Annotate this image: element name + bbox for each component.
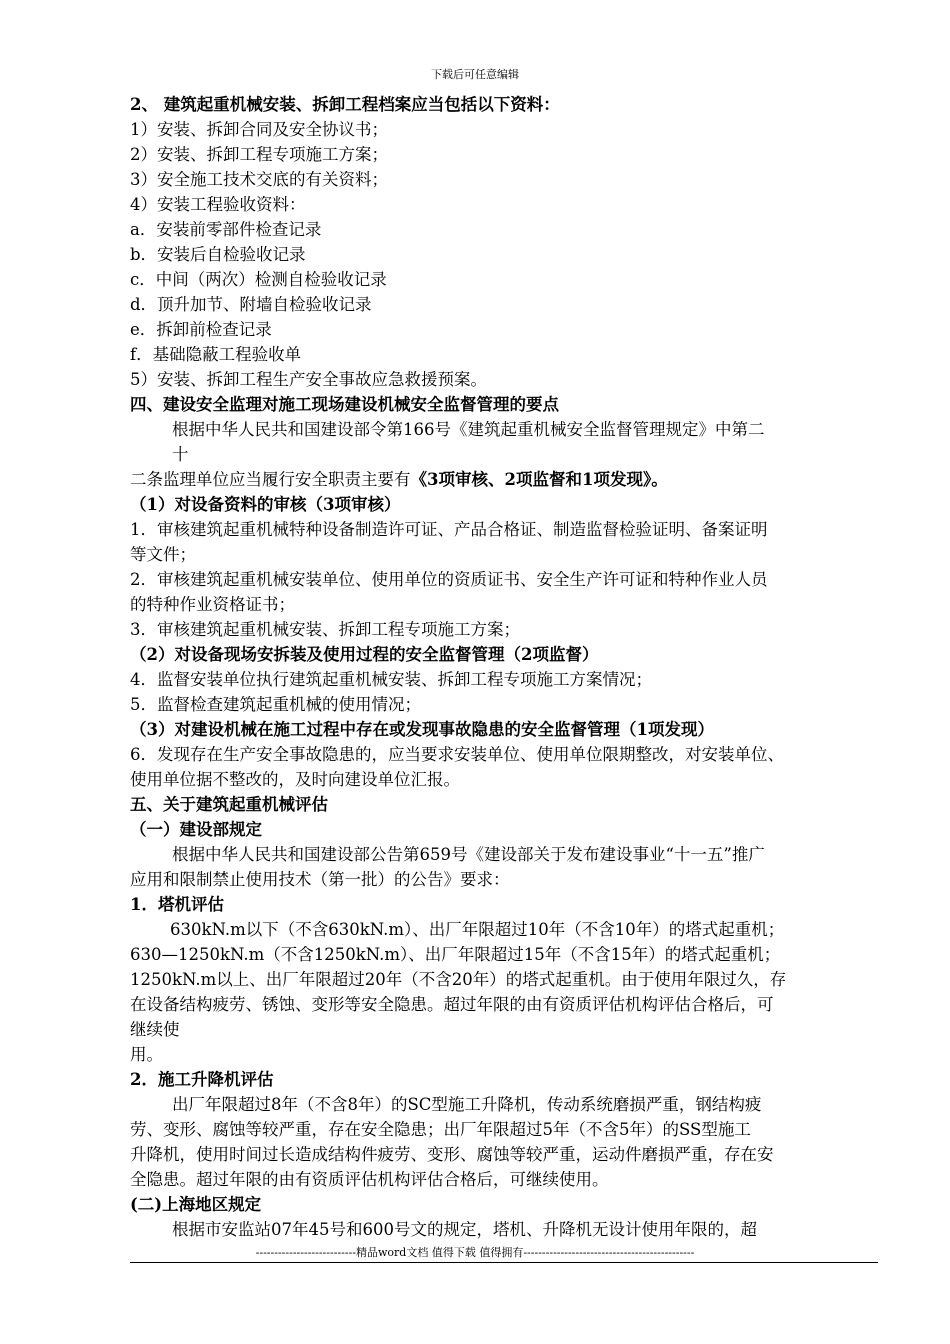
text-line: 1．审核建筑起重机械特种设备制造许可证、产品合格证、制造监督检验证明、备案证明 <box>130 520 768 539</box>
text-segment: 二条监理单位应当履行安全职责主要有 <box>130 470 411 489</box>
text-line: （2）对设备现场安拆装及使用过程的安全监督管理（2项监督） <box>130 645 599 664</box>
text-line: （3）对建设机械在施工过程中存在或发现事故隐患的安全监督管理（1项发现） <box>130 720 714 739</box>
document-body <box>130 92 882 1242</box>
text-line: 630kN.m以下（不含630kN.m）、出厂年限超过10年（不含10年）的塔式起重机； <box>170 920 785 939</box>
text-line: e．拆卸前检查记录 <box>130 320 272 339</box>
text-line: 四、建设安全监理对施工现场建设机械安全监督管理的要点 <box>130 395 559 414</box>
text-line: （一）建设部规定 <box>130 820 262 839</box>
page-header: 下载后可任意编辑 <box>431 68 519 81</box>
text-line: 4）安装工程验收资料： <box>130 195 306 214</box>
text-line: 劳、变形、腐蚀等较严重，存在安全隐患；出厂年限超过5年（不含5年）的SS型施工 <box>130 1120 751 1139</box>
text-line: b．安装后自检验收记录 <box>130 245 306 264</box>
text-line: 1．塔机评估 <box>130 895 224 914</box>
text-line: 630—1250kN.m（不含1250kN.m）、出厂年限超过15年（不含15年）的塔式起重机； <box>130 945 781 964</box>
text-line: 3．审核建筑起重机械安装、拆卸工程专项施工方案； <box>130 620 520 639</box>
text-line: 升降机，使用时间过长造成结构件疲劳、变形、腐蚀等较严重，运动件磨损严重，存在安 <box>130 1145 774 1164</box>
text-line: 6．发现存在生产安全事故隐患的，应当要求安装单位、使用单位限期整改，对安装单位、 <box>130 745 784 764</box>
text-line: （1）对设备资料的审核（3项审核） <box>130 495 401 514</box>
text-line: 五、关于建筑起重机械评估 <box>130 795 328 814</box>
text-line: 3）安全施工技术交底的有关资料； <box>130 170 388 189</box>
text-line: 2、 建筑起重机械安装、拆卸工程档案应当包括以下资料： <box>130 95 560 114</box>
text-line: 应用和限制禁止使用技术（第一批）的公告》要求： <box>130 870 510 889</box>
text-line: 使用单位据不整改的，及时向建设单位汇报。 <box>130 770 460 789</box>
text-line: d．顶升加节、附墙自检验收记录 <box>130 295 372 314</box>
text-line: 1250kN.m以上、出厂年限超过20年（不含20年）的塔式起重机。由于使用年限过久，存 <box>130 970 787 989</box>
text-line: 十 <box>172 445 189 464</box>
text-line: 2．审核建筑起重机械安装单位、使用单位的资质证书、安全生产许可证和特种作业人员 <box>130 570 768 589</box>
text-line: 根据中华人民共和国建设部令第166号《建筑起重机械安全监督管理规定》中第二 <box>172 420 765 439</box>
text-line: 用。 <box>130 1045 163 1064</box>
text-line: 等文件； <box>130 545 196 564</box>
text-line: 5）安装、拆卸工程生产安全事故应急救援预案。 <box>130 370 487 389</box>
text-line: 4．监督安装单位执行建筑起重机械安装、拆卸工程专项施工方案情况； <box>130 670 652 689</box>
page-footer: ---------------------------精品word文档 值得下载 值得拥有---------------------------------------------- <box>255 1246 695 1259</box>
text-line: 继续使 <box>130 1020 180 1039</box>
text-line: 在设备结构疲劳、锈蚀、变形等安全隐患。超过年限的由有资质评估机构评估合格后，可 <box>130 995 774 1014</box>
text-line: 2．施工升降机评估 <box>130 1070 274 1089</box>
text-line: c．中间（两次）检测自检验收记录 <box>130 270 387 289</box>
text-line: 出厂年限超过8年（不含8年）的SC型施工升降机，传动系统磨损严重，钢结构疲 <box>172 1095 762 1114</box>
text-line: 5．监督检查建筑起重机械的使用情况； <box>130 695 421 714</box>
text-line: 1）安装、拆卸合同及安全协议书； <box>130 120 388 139</box>
text-line: 全隐患。超过年限的由有资质评估机构评估合格后，可继续使用。 <box>130 1170 609 1189</box>
text-line: a．安装前零部件检查记录 <box>130 220 322 239</box>
footer-divider <box>130 1262 878 1263</box>
text-line: f．基础隐蔽工程验收单 <box>130 345 302 364</box>
bold-text-segment: 《3项审核、2项监督和1项发现》。 <box>410 470 668 489</box>
text-line: (二)上海地区规定 <box>130 1195 262 1214</box>
text-line: 根据市安监站07年45号和600号文的规定，塔机、升降机无设计使用年限的，超 <box>172 1220 757 1239</box>
text-line: 2）安装、拆卸工程专项施工方案； <box>130 145 388 164</box>
text-line: 的特种作业资格证书； <box>130 595 295 614</box>
text-line <box>130 467 882 492</box>
text-line: 根据中华人民共和国建设部公告第659号《建设部关于发布建设事业“十一五”推广 <box>172 845 765 864</box>
